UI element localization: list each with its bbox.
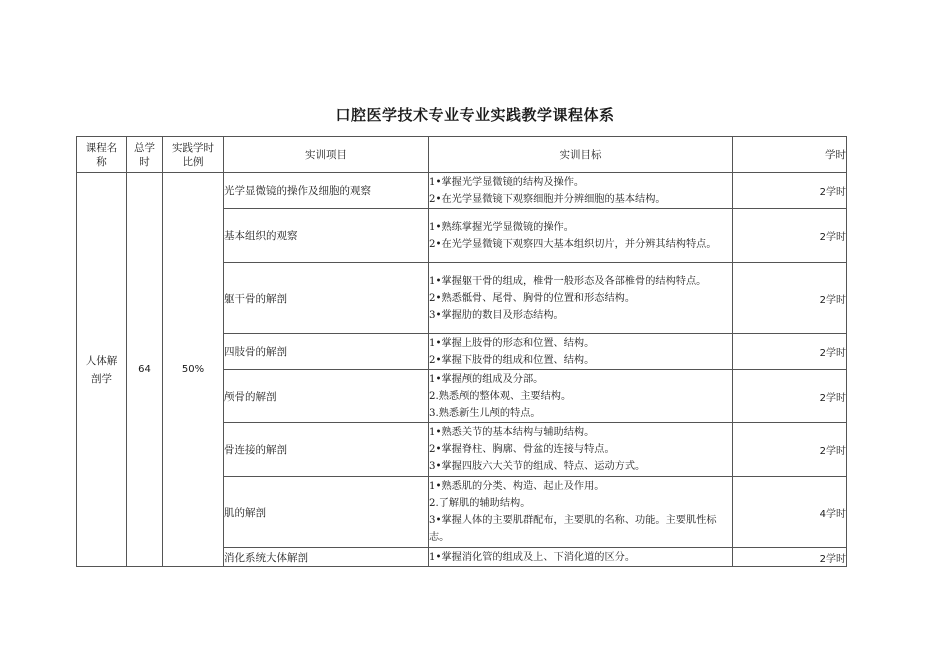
goal-cell: 1•熟悉肌的分类、构造、起止及作用。 2.了解肌的辅助结构。 3•掌握人体的主要肌群配布，主要肌的名称、功能。主要肌性标志。	[429, 477, 733, 548]
project-cell: 光学显微镜的操作及细胞的观察	[224, 173, 429, 209]
project-cell: 四肢骨的解剖	[224, 334, 429, 370]
goal-cell: 1•掌握上肢骨的形态和位置、结构。 2•掌握下肢骨的组成和位置、结构。	[429, 334, 733, 370]
page-title: 口腔医学技术专业专业实践教学课程体系	[335, 106, 615, 124]
hours-cell: 2学时	[733, 173, 847, 209]
hours-cell: 4学时	[733, 477, 847, 548]
goal-cell: 1•熟练掌握光学显微镜的操作。 2•在光学显微镜下观察四大基本组织切片，并分辨其结构特点。	[429, 209, 733, 263]
table-row	[77, 173, 847, 209]
header-practice-ratio: 实践学时 比例	[163, 137, 224, 173]
header-goal: 实训目标	[429, 137, 733, 173]
course-total-hours: 64	[127, 173, 163, 567]
hours-cell: 2学时	[733, 548, 847, 567]
goal-cell: 1•掌握光学显微镜的结构及操作。 2•在光学显微镜下观察细胞并分辨细胞的基本结构。	[429, 173, 733, 209]
course-name-cell: 人体解 剖学	[77, 173, 127, 567]
header-total-hours: 总学 时	[127, 137, 163, 173]
project-cell: 基本组织的观察	[224, 209, 429, 263]
curriculum-table	[76, 136, 847, 567]
header-row	[77, 137, 847, 173]
hours-cell: 2学时	[733, 370, 847, 423]
header-course-name: 课程名 称	[77, 137, 127, 173]
project-cell: 躯干骨的解剖	[224, 263, 429, 334]
goal-cell: 1•掌握颅的组成及分部。 2.熟悉颅的整体观、主要结构。 3.熟悉新生儿颅的特点。	[429, 370, 733, 423]
goal-cell: 1•掌握躯干骨的组成，椎骨一般形态及各部椎骨的结构特点。 2•熟悉骶骨、尾骨、胸骨的位置和形态结构。 3•掌握肋的数目及形态结构。	[429, 263, 733, 334]
course-practice-ratio: 50%	[163, 173, 224, 567]
hours-cell: 2学时	[733, 209, 847, 263]
goal-cell: 1•掌握消化管的组成及上、下消化道的区分。	[429, 548, 733, 567]
project-cell: 骨连接的解剖	[224, 423, 429, 477]
hours-cell: 2学时	[733, 263, 847, 334]
header-project: 实训项目	[224, 137, 429, 173]
hours-cell: 2学时	[733, 423, 847, 477]
goal-cell: 1•熟悉关节的基本结构与辅助结构。 2•掌握脊柱、胸廓、骨盆的连接与特点。 3•掌握四肢六大关节的组成、特点、运动方式。	[429, 423, 733, 477]
project-cell: 颅骨的解剖	[224, 370, 429, 423]
header-hours: 学时	[733, 137, 847, 173]
hours-cell: 2学时	[733, 334, 847, 370]
project-cell: 肌的解剖	[224, 477, 429, 548]
project-cell: 消化系统大体解剖	[224, 548, 429, 567]
